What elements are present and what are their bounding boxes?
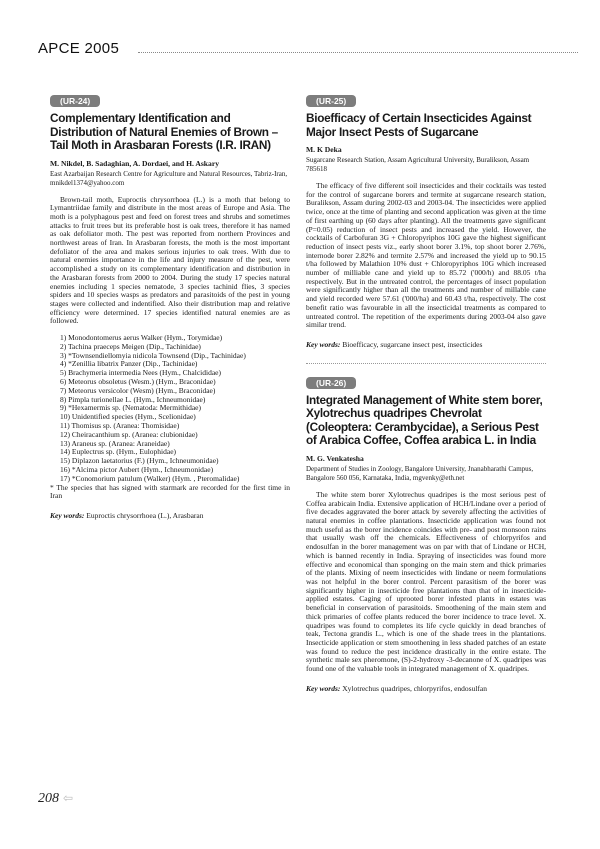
keywords-label: Key words:	[306, 339, 341, 349]
list-item: 9) *Hexamermis sp. (Nematoda: Mermithidae)	[60, 403, 201, 413]
list-item: 6) Meteorus obsoletus (Wesm.) (Hym., Braconidae)	[60, 377, 216, 387]
left-column	[50, 91, 290, 520]
list-item: 10) Unidentified species (Hym., Scelionidae)	[60, 412, 196, 422]
abstract-body: Brown-tail moth, Euproctis chrysorrhoea (L.) is a moth that belong to Lymantriidae family and distribute in the most areas of Europe and Asia. The moth is a polyphagous pest and feed on forest trees and shrubs and sometimes attacks to fruit trees but its preferable host is oak trees, therefore it has named as oak defoliator moth. The pest was reported from northern Provinces and northwest areas of Iran. In Arasbaran forests, the moth is the most important defoliator of the area and makes serious injuries to oak trees. With due to natural enemies importance in the life and injury measure of the pest, were accomplished a study on its complementary identification and distribution in the Arasbaran forests from 2000 to 2004. During the study 17 species natural enemies including 1 species nematode, 3 species tachinid flies, 3 species spiders and 10 species wasps as predators and parasitoids of the pest in young stages were collected and indentified. Also their distribution map and relative efficiency were determined. 17 species identified natural enemies are as followed.	[50, 194, 290, 326]
abstract-body: The efficacy of five different soil insecticides and their cocktails was tested for the control of sugarcane borers and termite at sugarcane research station, Buralikson, Assam during 2002-03 and 2003-04. The insecticides were applied twice, once at the time of planting and second application was given at the time of first earthing up (60 days after planting). All the treatments gave significant (P=0.05) reduction of insect pests and increased the yield. However, the cocktails of Carbofuran 3G + Chloropyriphos 10G gave the highest significant reduction of insect pests viz., early shoot borer 3.1%, top shoot borer 2.76%, internode borer 2.82% and termite 2.57% and increased the yield up to 90.15 t/ha followed by Malathion 10% dust + Chloropyriphos 10G which increased number of milliable cane and yield up to 85.72 ('000/h) and 88.05 t/ha respectively. But in the untreated control, the percentages of insect population were significantly higher than all the treatments and number of millable cane and yield recorded were 57.61 ('000/ha) and 60.43 t/ha, respectively. The cost benefit ratio was favourable in all the insecticidal treatments as compared to untreated control. The repetition of the experiments during 2003-04 also gave similar trend.	[306, 181, 546, 330]
list-item: 3) *Townsendiellomyia nidicola Townsend (Dip., Tachinidae)	[60, 350, 246, 360]
page-header-title: APCE 2005	[38, 40, 120, 57]
keywords-text: Euproctis chrysorrhoea (L.), Arasbaran	[86, 511, 204, 520]
list-item: 11) Thomisus sp. (Aranea: Thomisidae)	[60, 421, 180, 431]
species-list	[50, 334, 290, 484]
abstract-authors: M. K Deka	[306, 145, 342, 154]
abstract-body: The white stem borer Xylotrechus quadripes is the most serious pest of Coffea arabicain India. Extensive application of HCH/Lindane over a period of five decades aggravated the borer attack by severely affecting the activities of natural enemies in coffee plantations. Insecticide application was found not much useful as the borer incidence coincides with pre- and post monsoon rains that usually wash off the chemicals. Effectiveness of chlorpyrifos and endosulfan in the borer management was on par with that of Lindane or HCH, which is banned recently in India. Spraying of insecticides was found more effective and economical than sponging on the main stem and thick primaries of the plants. Mixing of neem insecticides with lindane or neem formulations was not helpful in the borer control. Percent parasitism of the borer was significantly higher in insecticide free plantations than that of in insecticide-applied estates. Caging of uprooted borer infested plants in estates was beneficial in conservation of parasitoids. Smoothening of the main stem and thick primaries of coffee plants reduced the borer incidence to trace level. X. quadripes was found to completes its life cycle quickly in dead branches of teak, Tectona grandis L., which is one of the shade trees in the plantations. Insecticide application or stem smoothening in less shaded patches of an estate was found to reduce the pest incidence drastically in the entire estate. The synthetic male sex pheromone, (S)-2-hydroxy -3-decanone of X. quadripes was found one of the valuable tools in integrated management of X. quadripes.	[306, 489, 546, 674]
list-item: 15) Diplazon laetatorius (F.) (Hym., Ichneumonidae)	[60, 456, 219, 466]
keywords-label: Key words:	[50, 511, 85, 520]
abstract-affiliation: Department of Studies in Zoology, Bangalore University, Jnanabharathi Campus, Bangalore 560 056, Karnataka, India, mgvenky@eth.net	[306, 464, 534, 482]
page-footer	[38, 791, 73, 807]
list-item: 12) Cheiracanthium sp. (Aranea: clubionidae)	[60, 429, 198, 439]
list-item: 14) Euplectrus sp. (Hym., Eulophidae)	[60, 447, 177, 457]
keywords-text: Bioefficacy, sugarcane insect pest, insecticides	[342, 339, 483, 349]
starmark-note: * The species that has signed with starmark are recorded for the first time in Iran	[50, 482, 290, 501]
keywords	[50, 511, 290, 520]
abstract-affiliation: Sugarcane Research Station, Assam Agricultural University, Buralikson, Assam 785618	[306, 156, 530, 173]
abstract-badge: (UR-24)	[50, 95, 100, 107]
list-item: 16) *Alcima pictor Aubert (Hym., Ichneumonidae)	[60, 465, 214, 474]
header-divider	[138, 52, 578, 53]
list-item: 13) Araneus sp. (Aranea: Araneidae)	[60, 438, 170, 448]
abstract-title: Integrated Management of White stem borer, Xylotrechus quadripes Chevrolat (Coleoptera: Cerambycidae), a Serious Pest of Arabica Coffee, Coffea arabica L. in India	[306, 392, 543, 448]
list-item: 5) Brachymeria intermedia Nees (Hym., Chalcididae)	[60, 368, 221, 378]
list-item: 4) *Zenillia libatrix Panzer (Dip., Tachinidae)	[60, 359, 198, 369]
abstract-badge: (UR-26)	[306, 377, 356, 389]
abstract-title: Complementary Identification and Distribution of Natural Enemies of Brown – Tail Moth in Arasbaran Forests (I.R. IRAN)	[50, 111, 278, 152]
list-item: 7) Meteorus versicolor (Wesm) (Hym., Braconidae)	[60, 385, 216, 395]
page-number: 208	[38, 791, 59, 806]
list-item: 2) Tachina praeceps Meigen (Dip., Tachinidae)	[60, 341, 201, 351]
keywords-text: Xylotrechus quadripes, chlorpyrifos, endosulfan	[342, 683, 488, 693]
abstract-authors: M. G. Venkatesha	[306, 453, 364, 463]
list-item: 1) Monodontomerus aerus Walker (Hym., Torymidae)	[60, 333, 223, 343]
keywords-label: Key words:	[306, 683, 341, 693]
abstract-affiliation: East Azarbaijan Research Centre for Agriculture and Natural Resources, Tabriz-Iran, mnikdel1374@yahoo.com	[50, 169, 288, 187]
keywords	[306, 340, 546, 349]
section-divider	[306, 363, 546, 365]
abstract-authors: M. Nikdel, B. Sadaghian, A. Dordaei, and H. Askary	[50, 158, 219, 168]
right-column	[306, 91, 546, 693]
arrow-left-icon: ⇦	[63, 791, 74, 805]
list-item: 17) *Conomorium patulum (Walker) (Hym. , Pteromalidae)	[60, 473, 240, 483]
abstract-badge: (UR-25)	[306, 95, 356, 107]
keywords	[306, 684, 546, 693]
abstract-title: Bioefficacy of Certain Insecticides Against Major Insect Pests of Sugarcane	[306, 111, 532, 139]
list-item: 8) Pimpla turionellae L. (Hym., Ichneumonidae)	[60, 394, 206, 404]
